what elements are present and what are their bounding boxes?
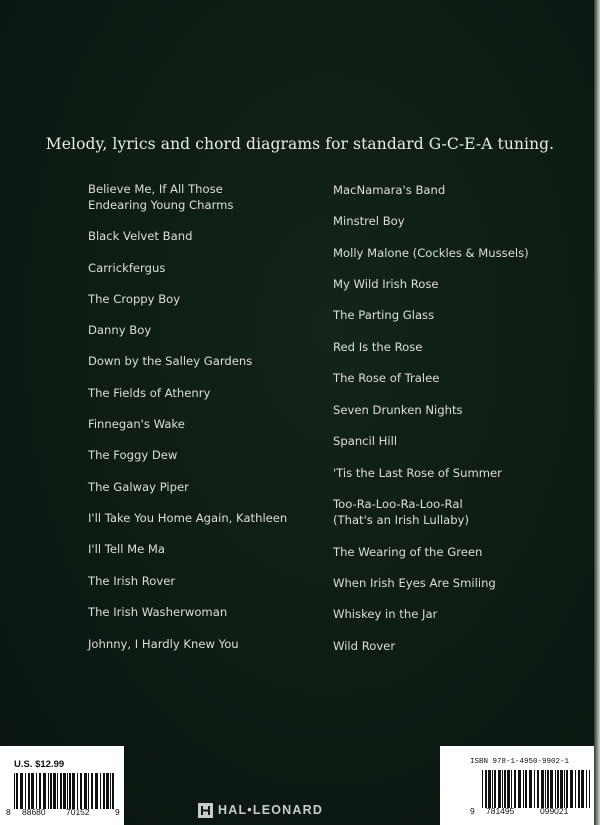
song-title: When Irish Eyes Are Smiling: [333, 576, 496, 590]
barcode-bar: [523, 770, 524, 808]
upc-bars: [14, 773, 114, 811]
barcode-bar: [557, 770, 559, 808]
song-title: Down by the Salley Gardens: [88, 354, 253, 368]
barcode-bar: [100, 773, 101, 809]
barcode-bar: [20, 773, 23, 809]
barcode-bar: [502, 770, 503, 808]
barcode-bar: [511, 770, 512, 808]
barcode-bar: [53, 773, 56, 809]
barcode-bar: [575, 770, 576, 808]
barcode-bar: [31, 773, 34, 809]
song-title: (That's an Irish Lullaby): [333, 513, 470, 527]
isbn-digits-right: 099021: [540, 806, 569, 816]
barcode-bar: [547, 770, 549, 808]
song-title: The Croppy Boy: [88, 292, 181, 306]
barcode-bar: [525, 770, 527, 808]
barcode-bar: [545, 770, 546, 808]
barcode-bar: [25, 773, 26, 809]
isbn-label: ISBN 978-1-4950-9902-1: [470, 758, 570, 766]
song-title: The Galway Piper: [88, 480, 189, 494]
barcode-bar: [498, 770, 501, 808]
song-title: Danny Boy: [88, 323, 152, 337]
hal-leonard-icon: [198, 803, 213, 818]
barcode-bar: [72, 773, 75, 809]
barcode-bar: [504, 770, 506, 808]
song-title: Seven Drunken Nights: [333, 403, 463, 417]
upc-digits-right: 70152: [66, 807, 90, 817]
barcode-bar: [485, 770, 487, 808]
book-description: Melody, lyrics and chord diagrams for standard G-C-E-A tuning.: [45, 135, 555, 153]
barcode-bar: [541, 770, 544, 808]
barcode-bar: [110, 773, 111, 809]
isbn-digit-first: 9: [470, 806, 475, 816]
barcode-bar: [50, 773, 52, 809]
barcode-bar: [555, 770, 556, 808]
song-title: Minstrel Boy: [333, 214, 405, 228]
barcode-bar: [534, 770, 535, 808]
barcode-bar: [570, 770, 573, 808]
barcode-bar: [43, 773, 46, 809]
barcode-bar: [566, 770, 568, 808]
barcode-bar: [14, 773, 15, 809]
song-title: The Rose of Tralee: [333, 371, 440, 385]
barcode-bar: [28, 773, 30, 809]
barcode-bar: [88, 773, 89, 809]
publisher-logo: [198, 802, 323, 818]
barcode-bar: [69, 773, 71, 809]
barcode-bar: [67, 773, 68, 809]
song-title: Whiskey in the Jar: [333, 607, 438, 621]
song-title: MacNamara's Band: [333, 183, 446, 197]
barcode-bar: [518, 770, 521, 808]
barcode-bar: [103, 773, 105, 809]
barcode-bar: [488, 770, 491, 808]
isbn-bars: [482, 770, 590, 810]
barcode-bar: [578, 770, 580, 808]
isbn-sticker: [440, 746, 594, 825]
song-title: Endearing Young Charms: [88, 198, 234, 212]
barcode-bar: [537, 770, 539, 808]
song-title: The Irish Rover: [88, 574, 176, 588]
song-title: Johnny, I Hardly Knew You: [88, 637, 239, 651]
barcode-bar: [60, 773, 62, 809]
barcode-bar: [77, 773, 78, 809]
barcode-bar: [514, 770, 516, 808]
barcode-bar: [564, 770, 565, 808]
song-title: I'll Tell Me Ma: [88, 542, 166, 556]
isbn-barcode: [470, 770, 590, 820]
song-title: Carrickfergus: [88, 261, 166, 275]
barcode-bar: [550, 770, 553, 808]
upc-digit-first: 8: [6, 807, 11, 817]
barcode-bar: [529, 770, 532, 808]
upc-digits-left: 88680: [22, 807, 46, 817]
barcode-bar: [57, 773, 58, 809]
barcode-bar: [48, 773, 49, 809]
song-title: The Irish Washerwoman: [88, 605, 228, 619]
barcode-bar: [482, 770, 483, 808]
barcode-bar: [560, 770, 563, 808]
song-title: The Wearing of the Green: [333, 545, 483, 559]
song-title: Believe Me, If All Those: [88, 182, 223, 196]
barcode-bar: [581, 770, 584, 808]
barcode-bar: [63, 773, 66, 809]
song-title: 'Tis the Last Rose of Summer: [333, 466, 502, 480]
song-title: Red Is the Rose: [333, 340, 423, 354]
song-title: Finnegan's Wake: [88, 417, 185, 431]
song-title: Black Velvet Band: [88, 229, 193, 243]
barcode-bar: [91, 773, 93, 809]
cover-edge: [594, 0, 600, 825]
barcode-bar: [492, 770, 493, 808]
price-sticker: [0, 746, 124, 825]
song-title: The Fields of Athenry: [88, 386, 211, 400]
barcode-bar: [106, 773, 109, 809]
price-label: U.S. $12.99: [14, 759, 65, 770]
isbn-digits-left: 781495: [486, 806, 515, 816]
barcode-bar: [112, 773, 114, 809]
barcode-bar: [84, 773, 87, 809]
song-title: The Parting Glass: [333, 308, 435, 322]
barcode-bar: [39, 773, 41, 809]
barcode-bar: [95, 773, 98, 809]
barcode-bar: [507, 770, 510, 808]
barcode-bar: [494, 770, 496, 808]
barcode-bar: [589, 770, 590, 808]
song-title: Too-Ra-Loo-Ra-Loo-Ral: [333, 497, 463, 511]
song-title: Spancil Hill: [333, 434, 398, 448]
barcode-bar: [586, 770, 587, 808]
song-title: Wild Rover: [333, 639, 396, 653]
publisher-name: HAL•LEONARD: [218, 803, 324, 817]
barcode-bar: [16, 773, 18, 809]
song-title: My Wild Irish Rose: [333, 277, 439, 291]
upc-barcode: [6, 773, 120, 817]
song-title: The Foggy Dew: [88, 448, 178, 462]
barcode-bar: [36, 773, 37, 809]
upc-digit-last: 9: [115, 807, 120, 817]
song-title: Molly Malone (Cockles & Mussels): [333, 246, 529, 260]
song-title: I'll Take You Home Again, Kathleen: [88, 511, 288, 525]
barcode-bar: [80, 773, 82, 809]
